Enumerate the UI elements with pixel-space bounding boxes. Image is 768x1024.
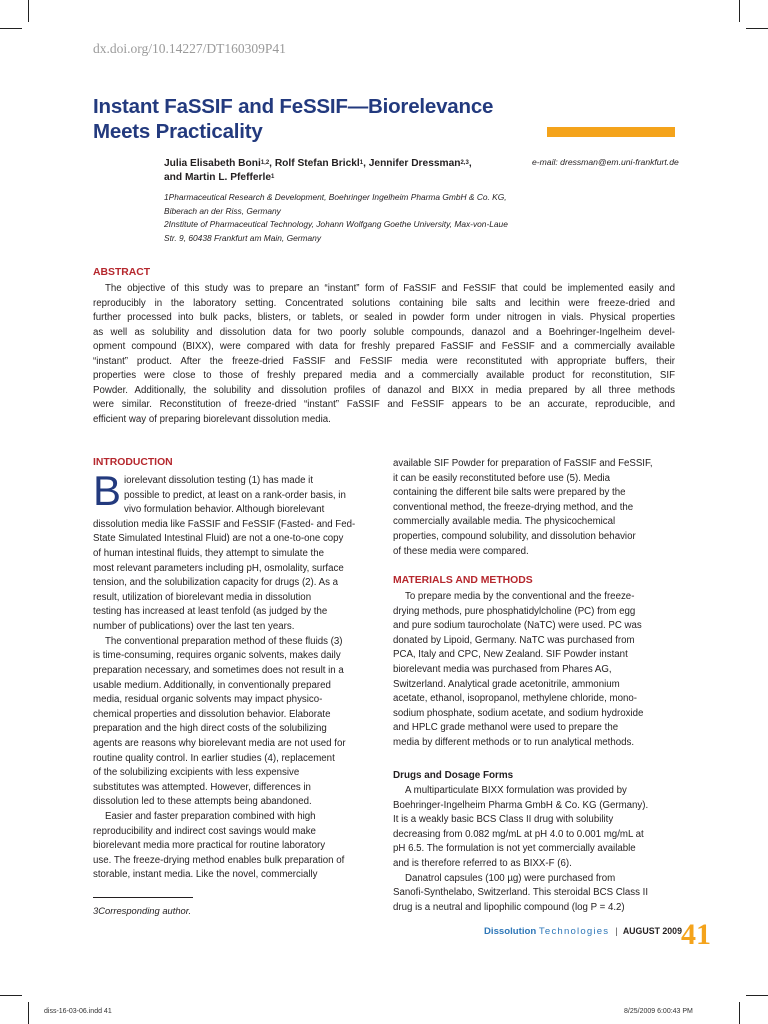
text-line: result, utilization of biorelevant media in dissolution	[93, 591, 312, 603]
methods-body	[393, 590, 643, 751]
text-line: conventional method, the freeze-drying method, and the	[393, 501, 634, 513]
slug-filename: diss-16-03-06.indd 41	[44, 1008, 112, 1015]
author-affil-mark: 1	[270, 174, 275, 180]
text-line: of the solubilizing excipients with less expensive	[93, 767, 300, 779]
text-line: commercially available media. The physicochemical	[393, 516, 616, 528]
text-line: State Simulated Intestinal Fluid) are not a one-to-one copy	[93, 533, 344, 545]
author-list	[164, 157, 472, 185]
accent-bar	[547, 127, 675, 137]
text-line: storable, instant media. Like the novel, commercially	[93, 869, 318, 881]
text-line: use. The freeze-drying method enables bulk preparation of	[93, 854, 345, 866]
text-line: To prepare media by the conventional and the freeze-	[405, 591, 635, 602]
text-line: of human intestinal fluids, they attempt to simulate the	[93, 548, 325, 560]
text-line: number of publications) over the last ten years.	[93, 621, 295, 633]
text-line: agents are reasons why biorelevant media are not used for	[93, 737, 346, 749]
text-line: it can be easily reconstituted before use (5). Media	[393, 472, 611, 484]
contact-email[interactable]: e-mail: dressman@em.uni-frankfurt.de	[532, 157, 679, 167]
introduction-continued	[393, 457, 653, 559]
text-line: tension, and the solubilization capacity for drugs (2). As a	[93, 577, 339, 589]
text-line: A multiparticulate BIXX formulation was provided by	[405, 785, 627, 796]
crop-mark	[739, 1002, 740, 1024]
article-title	[93, 94, 533, 144]
text-line: drug is a neutral and lipophilic compound (log P = 4.2)	[393, 901, 625, 913]
introduction-heading: INTRODUCTION	[93, 457, 173, 468]
issue-date: AUGUST 2009	[622, 926, 682, 936]
text-line: media by different methods or to run analytical methods.	[393, 737, 635, 749]
author-sep: ,	[468, 158, 472, 169]
footnote-rule	[93, 897, 193, 898]
text-line: containing the different bile salts were prepared by the	[393, 487, 626, 499]
text-line: reproducibly in the laboratory setting. Concentrated solutions containing bile salts and lecithin were freeze-dried and	[93, 297, 675, 309]
crop-mark	[746, 28, 768, 29]
text-line: iorelevant dissolution testing (1) has made it	[124, 475, 314, 486]
title-line: Instant FaSSIF and FeSSIF—Biorelevance	[93, 95, 494, 118]
text-line: and pure sodium taurocholate (NaTC) were used. PC was	[393, 620, 642, 632]
introduction-body	[93, 474, 365, 883]
text-line: chemical properties and dissolution behavior. Elaborate	[93, 708, 331, 720]
affiliation-line: 1Pharmaceutical Research & Development, Boehringer Ingelheim Pharma GmbH & Co. KG,	[164, 192, 507, 202]
text-line: most relevant parameters including pH, osmolality, surface	[93, 562, 344, 574]
crop-mark	[28, 1002, 29, 1024]
methods-heading: MATERIALS AND METHODS	[393, 575, 533, 586]
text-line: is time-consuming, requires organic solvents, makes daily	[93, 650, 341, 662]
footer-separator: |	[615, 926, 618, 937]
text-line: The conventional preparation method of these fluids (3)	[105, 635, 343, 647]
text-line: further processed into bulk packs, blisters, or tablets, or sealed in powder form under nitrogen in vials. Physical properties	[93, 312, 675, 323]
text-line: opment compound (BIXX), were compared with data for freshly prepared FaSSIF and FeSSIF and a commercially available	[93, 341, 675, 352]
text-line: possible to predict, at least on a rank-order basis, in	[124, 489, 346, 501]
text-line: dissolution media like FaSSIF and FeSSIF (Fasted- and Fed-	[93, 518, 356, 530]
page-footer	[484, 926, 682, 937]
doi-link[interactable]: dx.doi.org/10.14227/DT160309P41	[93, 41, 286, 56]
text-line: It is a weakly basic BCS Class II drug with solubility	[393, 814, 614, 826]
crop-mark	[28, 0, 29, 22]
text-line: efficient way of preparing biorelevant dissolution media.	[93, 413, 331, 425]
text-line: pH 6.5. The formulation is not yet commercially available	[393, 843, 636, 855]
text-line: Boehringer-Ingelheim Pharma GmbH & Co. KG (Germany).	[393, 799, 649, 811]
crop-mark	[0, 28, 22, 29]
author-affil-mark: 1	[359, 160, 364, 166]
text-line: properties, compound solubility, and dissolution behavior	[393, 531, 636, 543]
text-line: decreasing from 0.082 mg/mL at pH 4.0 to 0.001 mg/mL at	[393, 828, 644, 840]
drop-cap: B	[93, 467, 122, 514]
text-line: properties were close to those of freshly prepared media and a commercially available product for reconstitution, SIF	[93, 370, 675, 381]
text-line: PCA, Italy and CPC, New Zealand. SIF Powder instant	[393, 649, 628, 661]
author-name: , Rolf Stefan Brickl	[269, 158, 360, 169]
author-name: and Martin L. Pfefferle	[164, 172, 271, 183]
affiliation-line: 2Institute of Pharmaceutical Technology, Johann Wolfgang Goethe University, Max-von-Laue	[164, 219, 508, 230]
text-line: vivo formulation behavior. Although biorelevant	[124, 504, 325, 516]
text-line: and is therefore referred to as BIXX-F (6).	[393, 858, 572, 870]
text-line: Powder. Additionally, the solubility and dissolution profiles of danazol and BIXX in media prepared by all three methods	[93, 384, 675, 396]
affiliations	[164, 191, 508, 245]
drugs-body	[393, 784, 648, 915]
text-line: biorelevant media was purchased from Phares AG,	[393, 664, 612, 676]
crop-mark	[0, 995, 22, 996]
text-line: media, residual organic solvents may impact physico-	[93, 694, 323, 706]
author-affil-mark: 2,3	[460, 160, 469, 166]
author-name: Julia Elisabeth Boni	[164, 158, 261, 169]
crop-mark	[746, 995, 768, 996]
page-number: 41	[681, 918, 711, 951]
text-line: available SIF Powder for preparation of FaSSIF and FeSSIF,	[393, 458, 653, 469]
text-line: usable medium. Additionally, in conventionally prepared	[93, 679, 331, 691]
author-affil-mark: 1,2	[260, 160, 270, 166]
text-line: preparation necessary, and sometimes does not result in a	[93, 664, 344, 676]
text-line: as well as solubility and dissolution data for two poorly soluble compounds, danazol and a Boehringer-Ingelheim devel-	[93, 326, 675, 338]
text-line: Danatrol capsules (100 µg) were purchased from	[405, 872, 616, 884]
text-line: sodium phosphate, sodium acetate, and sodium hydroxide	[393, 707, 644, 719]
text-line: Sanofi-Synthelabo, Switzerland. This steroidal BCS Class II	[393, 887, 649, 899]
title-line: Meets Practicality	[93, 120, 263, 143]
text-line: were similar. Reconstitution of freeze-dried “instant” FaSSIF and FeSSIF appears to be an accurate, reproducible, and	[93, 399, 675, 410]
text-line: substitutes was attempted. However, differences in	[93, 781, 311, 793]
text-line: biorelevant media more practical for routine laboratory	[93, 840, 326, 852]
abstract-body	[93, 282, 675, 427]
text-line: “instant” product. After the freeze-dried FaSSIF and FeSSIF media were reconstituted with appropriate buffers, their	[93, 355, 675, 367]
author-name: , Jennifer Dressman	[363, 158, 461, 169]
drugs-subheading: Drugs and Dosage Forms	[393, 770, 514, 781]
text-line: Switzerland. Analytical grade acetonitrile, ammonium	[393, 678, 620, 690]
text-line: testing has increased at least tenfold (as judged by the	[93, 606, 328, 618]
text-line: preparation and the high direct costs of the solubilizing	[93, 723, 327, 735]
slug-timestamp: 8/25/2009 6:00:43 PM	[624, 1008, 693, 1015]
text-line: and HPLC grade methanol were used to prepare the	[393, 722, 619, 734]
text-line: reproducibility and indirect cost savings would make	[93, 825, 316, 837]
affiliation-line: Str. 9, 60438 Frankfurt am Main, Germany	[164, 232, 322, 243]
text-line: donated by Lipoid, Germany. NaTC was purchased from	[393, 634, 635, 646]
text-line: routine quality control. In earlier studies (4), replacement	[93, 752, 335, 764]
text-line: of these media were compared.	[393, 545, 529, 557]
text-line: Easier and faster preparation combined with high	[105, 811, 316, 823]
affiliation-line: Biberach an der Riss, Germany	[164, 205, 281, 216]
text-line: The objective of this study was to prepare an “instant” form of FaSSIF and FeSSIF that could be implemented easily and	[105, 283, 675, 294]
crop-mark	[739, 0, 740, 22]
abstract-heading: ABSTRACT	[93, 267, 151, 278]
text-line: drying methods, pure phosphatidylcholine (PC) from egg	[393, 605, 636, 617]
journal-name-suffix: Technologies	[538, 926, 610, 937]
footnote: 3Corresponding author.	[93, 905, 192, 916]
text-line: acetate, ethanol, isopropanol, methylene chloride, mono-	[393, 693, 637, 705]
journal-name: Dissolution	[484, 926, 537, 937]
text-line: dissolution led to these attempts being abandoned.	[93, 796, 312, 808]
